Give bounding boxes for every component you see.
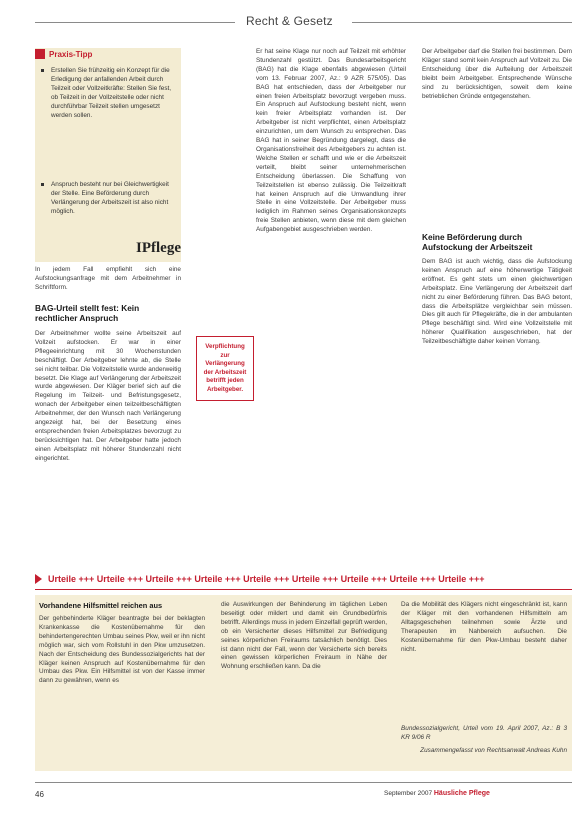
verdict-citation: Bundessozialgericht, Urteil vom 19. April 2007, Az.: B 3 KR 9/06 R: [401, 725, 567, 741]
header-rule-left: [35, 22, 235, 23]
col1-heading: BAG-Urteil stellt fest: Kein rechtlicher Anspruch: [35, 303, 140, 323]
pflege-logo: IPflege: [136, 240, 181, 256]
col2-body: Er hat seine Klage nur noch auf Teilzeit mit erhöhter Stundenzahl gestützt. Das Bundesarbeitsgericht (BAG) hat die Klage ebenfalls abgewiesen (Urteil vom 13. Februar 2007, Az.: 9 AZR 575/05). Das BAG hat entschieden, dass der Arbeitgeber nur einen freien Arbeitsplatz bevorzugt vergeben muss. Ein Anspruch auf Aufstockung besteht nicht, wenn kein freier Arbeitsplatz vorhanden ist. Der Arbeitgeber ist nicht verpflichtet, einen Arbeitsplatz einzurichten, um dem Wunsch zu entsprechen. Das BAG hat in seiner Begründung dargelegt, dass die Organisationsfreiheit des Arbeitgebers zu achten ist. Welche Stellen er schafft und wie er die Arbeitszeit verteilt, bleibt seiner unternehmerischen Entscheidung überlassen. Die Schaffung von Teilzeitstellen ist ebenso zulässig. Die Teilzeitkraft hat keinen Anspruch auf die Umwandlung ihrer Stelle in eine Vollzeitstelle. Der Arbeitgeber muss lediglich im Rahmen seines Organisationskonzepts freie Stellen anbieten, wenn diese mit dem gleichen Aufgabengebiet ausgeschrieben werden.: [256, 48, 406, 234]
bullet-icon: [41, 69, 44, 72]
verdict-box: [35, 595, 572, 771]
verdict-col1: Der gehbehinderte Kläger beantragte bei der beklagten Krankenkasse die Kostenübernahme für den behindertengerechten Umbau seines Pkw, weil er ihn nicht möglich war, sich vom Rollstuhl in den Pkw umzusetzen. Nach der Entscheidung des Bundessozialgerichts hat der Kläger keinen Anspruch auf Kostenübernahme für den Umbau des Pkw. Ein Hilfsmittel ist von der Kasse immer dann zu gewähren, wenn es: [39, 615, 205, 685]
col1-intro: In jedem Fall empfiehlt sich eine Aufstockungsanfrage mit dem Arbeitnehmer in Schriftform.: [35, 266, 181, 291]
section-title: Recht & Gesetz: [246, 14, 333, 28]
footer-issue: [384, 790, 490, 797]
band-rule: [35, 589, 572, 590]
band-arrow-icon: [35, 574, 42, 584]
col3-body2: Dem BAG ist auch wichtig, dass die Aufstockung keinen Anspruch auf eine höherwertige Tätigkeit eröffnet. Es geht stets um einen gleichwertigen Arbeitsplatz. Eine Verlängerung der Arbeitszeit darf nicht zu einer Beförderung führen. Das BAG betont, dass die Arbeitsplätze vergleichbar sein müssen. Dies gilt auch für Pflegekräfte, die in der ambulanten Pflege beschäftigt sind. Wird eine Vollzeitstelle mit höherer Qualifikation ausgeschrieben, hat der Teilzeitbeschäftigte daher keinen Vorrang.: [422, 258, 572, 346]
tip-arrow-icon: [35, 49, 45, 59]
verdict-col3: Da die Mobilität des Klägers nicht eingeschränkt ist, kann der Kläger mit den vorhandenen Hilfsmitteln am Alltagsgeschehen teilnehmen sowie Ärzte und Therapeuten im Nahbereich aufsuchen. Die Kostenübernahme für den Pkw-Umbau besteht daher nicht.: [401, 601, 567, 653]
header-rule-right: [352, 22, 572, 23]
pull-quote: Verpflichtung zur Verlängerung der Arbeitszeit betrifft jeden Arbeitgeber.: [196, 336, 254, 401]
footer-brand: Häusliche Pflege: [433, 790, 490, 797]
page-number: 46: [35, 790, 44, 799]
practice-tip-header: [35, 48, 92, 60]
tip-item-text: Erstellen Sie frühzeitig ein Konzept für die Erledigung der anfallenden Arbeit durch Teilzeit oder Vollzeitkräfte: Stellen Sie fest, ob Teilzeit in der Vollzeitstelle oder nicht durchführbar Teilzeit stellen umgesetzt werden sollen.: [51, 67, 172, 119]
col3-body: Der Arbeitgeber darf die Stellen frei bestimmen. Dem Kläger stand somit kein Anspruch auf Vollzeit zu. Die Entscheidung über die Aufteilung der Arbeitszeit bleibt beim Arbeitgeber. Entsprechende Wünsche sind zu berücksichtigen, soweit dem keine betrieblichen Gründe entgegenstehen.: [422, 48, 572, 100]
tip-item-text: Anspruch besteht nur bei Gleichwertigkeit der Stelle. Eine Beförderung durch Verlängerung der Arbeitszeit ist also nicht möglich.: [51, 181, 169, 215]
verdict-source: Zusammengefasst von Rechtsanwalt Andreas Kuhn: [420, 747, 567, 754]
col3-heading: Keine Beförderung durch Aufstockung der Arbeitszeit: [422, 232, 533, 252]
col1-body: Der Arbeitnehmer wollte seine Arbeitszeit auf Vollzeit aufstocken. Er war in einer Pflegeeinrichtung mit 30 Wochenstunden beschäftigt. Der Arbeitgeber lehnte ab, die Stelle sei nicht teilbar. Die Vollzeitstelle wurde anderweitig besetzt. Die Klage auf Verlängerung der Arbeitszeit wurde abgewiesen. Der Kläger berief sich auf die Regelung im Teilzeit- und Befristungsgesetz, wonach der Arbeitgeber einen teilzeitbeschäftigten Arbeitnehmer, der den Wunsch nach Verlängerung angezeigt hat, bei der Besetzung eines entsprechenden freien Arbeitsplatzes bevorzugt zu berücksichtigen hat. Der Arbeitgeber hatte jedoch einen Arbeitsplatz mit höherer Stundenzahl nicht eingerichtet.: [35, 330, 181, 462]
tip-item: [41, 66, 173, 120]
tip-item: [41, 180, 173, 216]
practice-tip-title: Praxis-Tipp: [49, 49, 93, 59]
footer-issue-date: September 2007: [384, 790, 433, 797]
verdict-col2: die Auswirkungen der Behinderung im täglichen Leben beseitigt oder mildert und damit ein Grundbedürfnis betrifft. Allerdings muss in jedem Einzelfall geprüft werden, ob ein Versicherter dieses Hilfsmittel zur Befriedigung seines körperlichen Freiraums tatsächlich benötigt. Dies ist dann nicht der Fall, wenn der Versicherte sich bereits einen gewissen körperlichen Freiraum in Nähe der Wohnung erschließen kann. Da die: [221, 601, 387, 671]
verdicts-band: [35, 572, 572, 586]
bullet-icon: [41, 183, 44, 186]
footer-rule: [35, 782, 572, 783]
verdicts-band-text: Urteile +++ Urteile +++ Urteile +++ Urteile +++ Urteile +++ Urteile +++ Urteile +++ Urteile +++ Urteile +++: [48, 574, 485, 584]
verdict-heading: Vorhandene Hilfsmittel reichen aus: [39, 601, 163, 610]
practice-tip-box: [35, 48, 181, 262]
